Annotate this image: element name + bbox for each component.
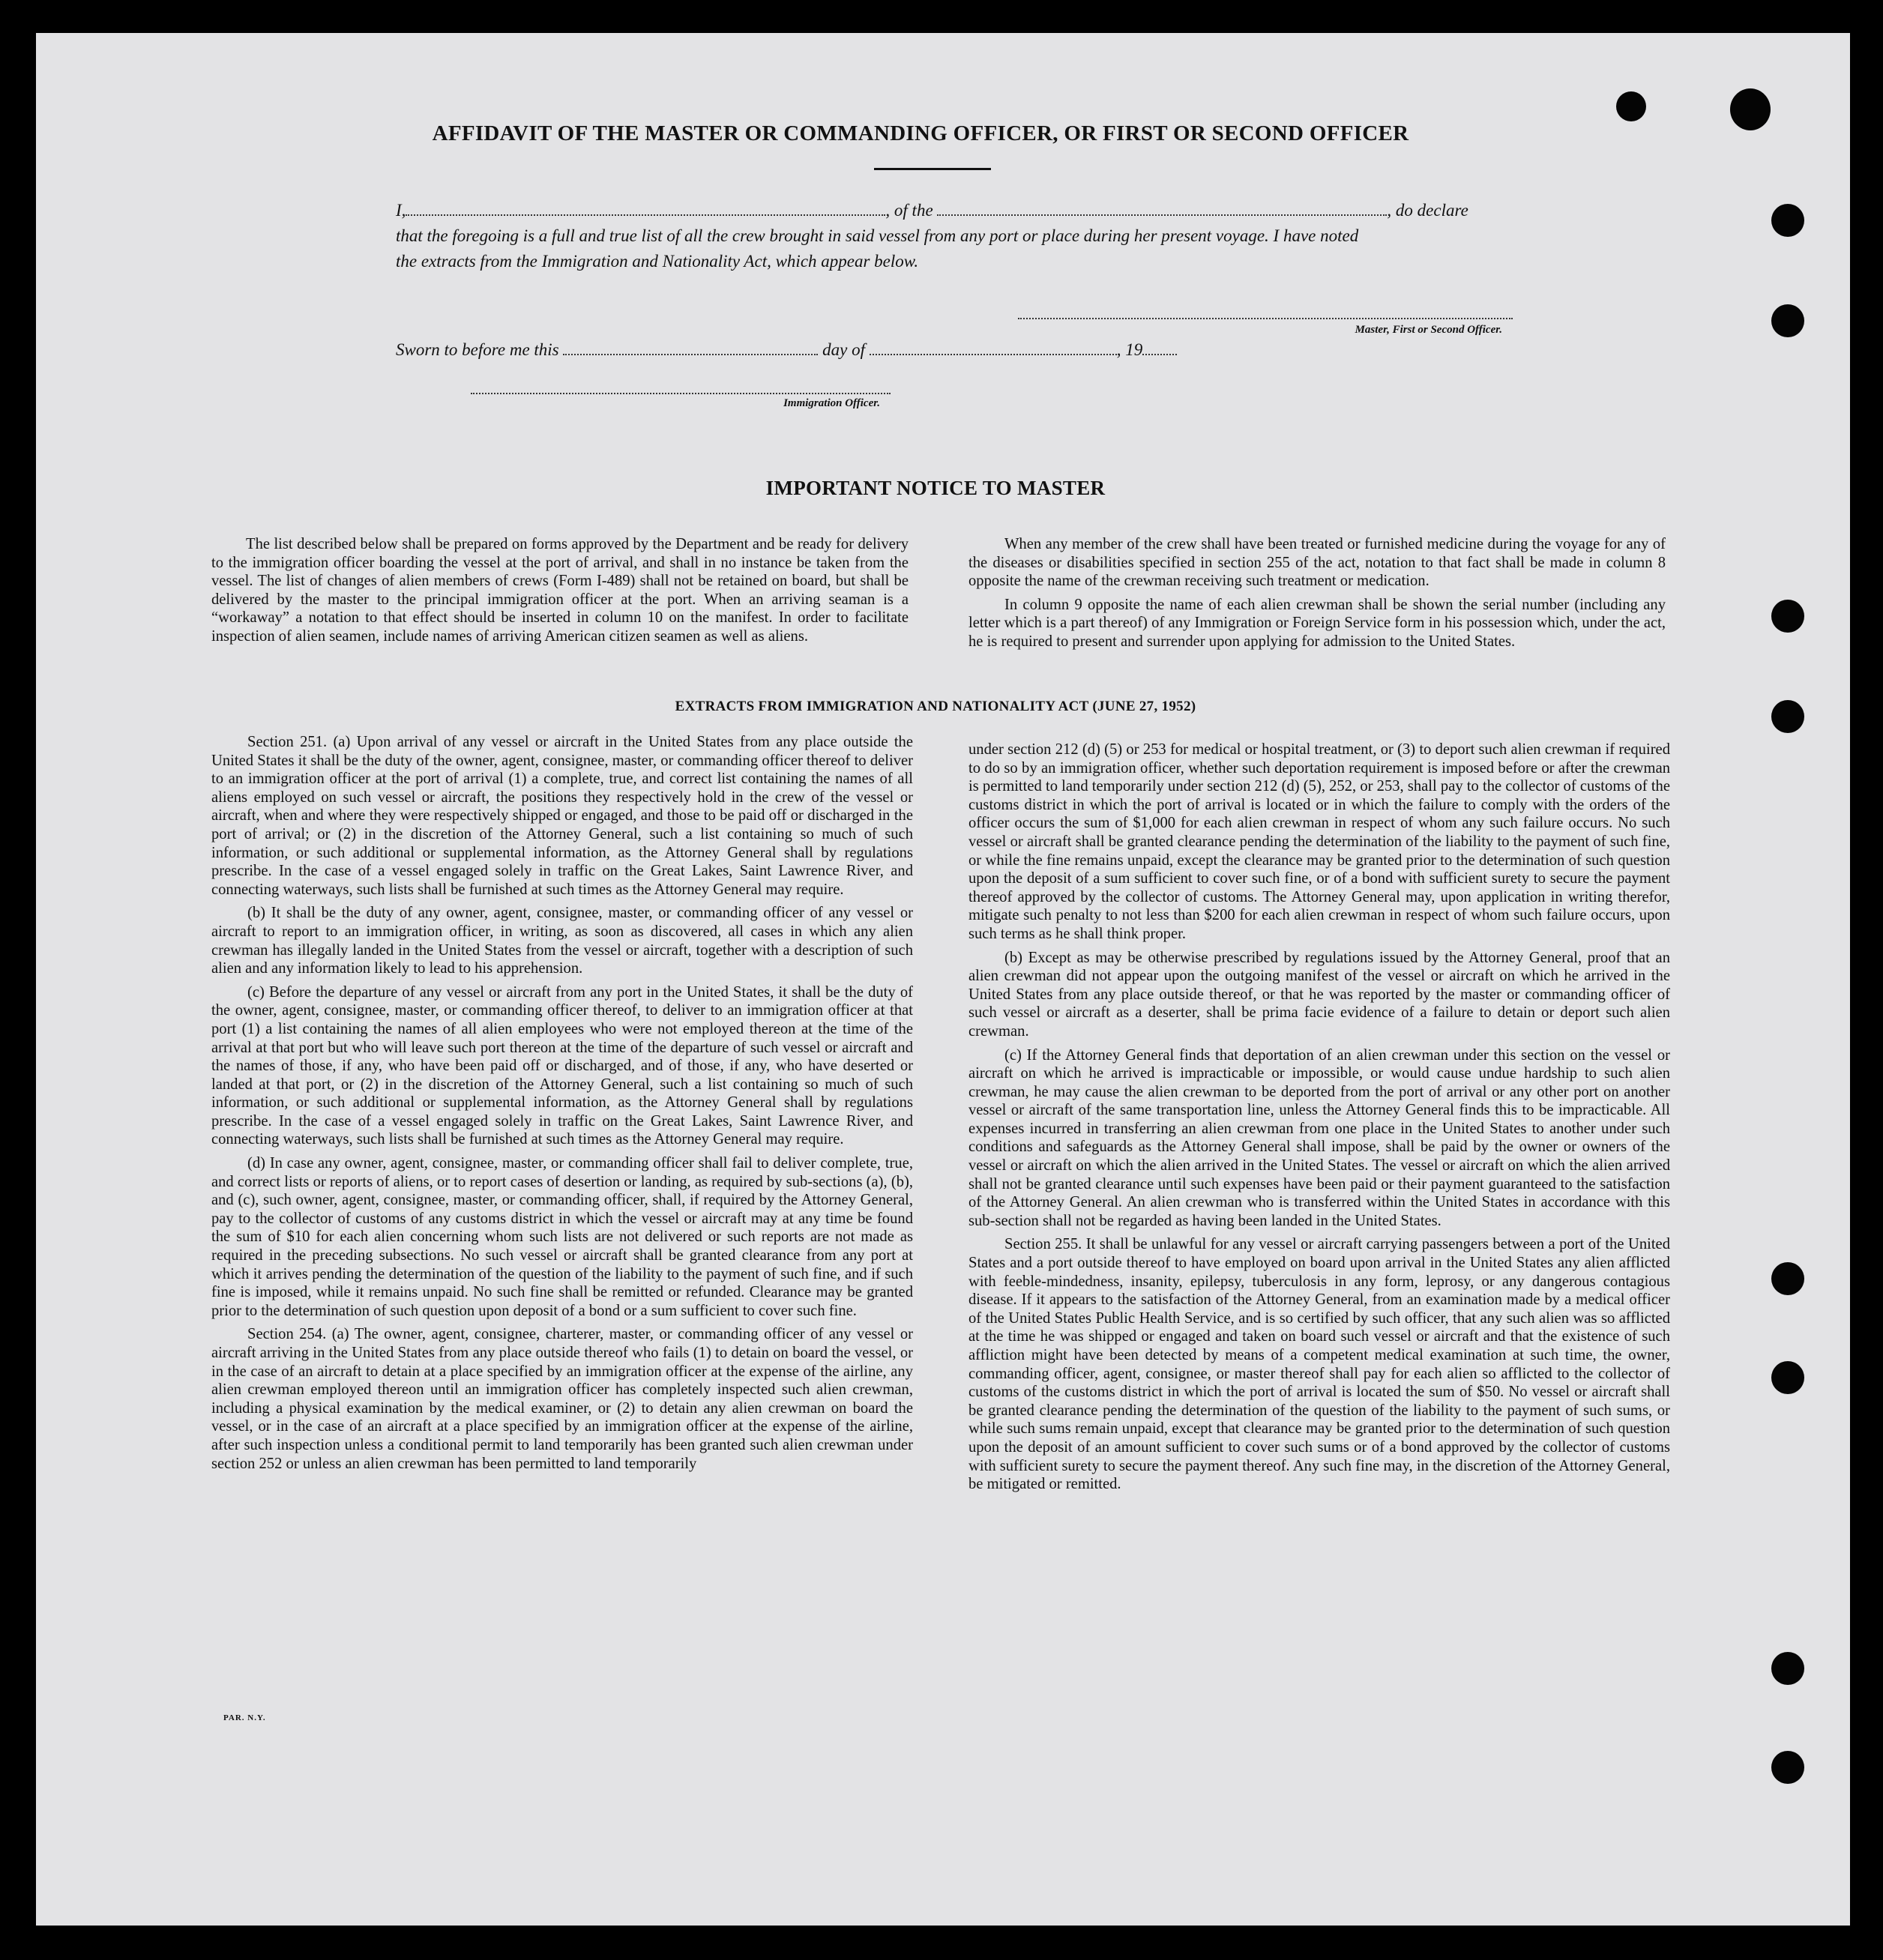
master-caption: Master, First or Second Officer. xyxy=(1355,324,1502,336)
punch-hole xyxy=(1616,91,1646,121)
vessel-field[interactable] xyxy=(937,201,1387,216)
notice-paragraph: When any member of the crew shall have been treated or furnished medicine during the voyage for any of the diseases or disabilities specified in section 255 of the act, notation to that fact shall be made in column 8 opposite the name of the crewman receiving such treatment or medication. xyxy=(968,536,1666,590)
punch-hole xyxy=(1771,1361,1804,1394)
label-do-declare: , do declare xyxy=(1387,201,1468,220)
extracts-left-column xyxy=(211,733,913,1478)
extract-paragraph: (d) In case any owner, agent, consignee, master, or commanding officer shall fail to deliver complete, true, and correct lists or reports of aliens, or to report cases of desertion or landing, as required by sub-sections (a), (b), and (c), such owner, agent, consignee, master, or commanding officer, shall, if required by the Attorney General, pay to the collector of customs of any customs district in which the vessel or aircraft may at any time be found the sum of $10 for each alien concerning whom such lists are not delivered or such reports are not made as required in the preceding subsections. No such vessel or aircraft shall be granted clearance from any port at which it arrives pending the determination of the question of the liability to the payment of such fine, and if such fine is imposed, while it remains unpaid. No such fine shall be remitted or refunded. Clearance may be granted prior to the determination of such question upon deposit of a bond or a sum sufficient to cover such fine. xyxy=(211,1155,913,1319)
title-rule xyxy=(874,168,991,170)
extract-paragraph: Section 254. (a) The owner, agent, consignee, charterer, master, or commanding officer of any vessel or aircraft arriving in the United States from any place outside thereof who fails (1) to detain on board the vessel, or in the case of an aircraft to detain at a place specified by an immigration officer at the expense of the airline, any alien crewman employed thereon until an immigration officer has completely inspected such alien crewman, including a physical examination by the medical examiner, or (2) to detain any alien crewman on board the vessel, or in the case of an aircraft at a place specified by an immigration officer at the expense of the airline, after such inspection unless a conditional permit to land temporarily has been granted such alien crewman under section 252 or unless an alien crewman has been permitted to land temporarily xyxy=(211,1326,913,1472)
punch-hole xyxy=(1771,204,1804,237)
notice-paragraph: The list described below shall be prepared on forms approved by the Department and be ready for delivery to the immigration officer boarding the vessel at the port of arrival, and shall in no instance be taken from the vessel. The list of changes of alien members of crews (Form I-489) shall not be retained on board, but shall be delivered by the master to the principal immigration officer at the port. When an arriving seaman is a “workaway” a notation to that effect should be inserted in column 10 on the manifest. In order to facilitate inspection of alien seamen, include names of arriving American citizen seamen as well as aliens. xyxy=(211,536,909,645)
sworn-month-field[interactable] xyxy=(870,340,1117,355)
name-field[interactable] xyxy=(406,201,885,216)
notice-left-column xyxy=(211,535,909,651)
punch-hole xyxy=(1771,1262,1804,1295)
punch-hole xyxy=(1771,700,1804,733)
notice-right-column xyxy=(968,535,1666,657)
declaration-line-3: the extracts from the Immigration and Nationality Act, which appear below. xyxy=(396,252,919,271)
label-of-the: , of the xyxy=(885,201,933,220)
extract-paragraph: (b) It shall be the duty of any owner, agent, consignee, master, or commanding officer of any vessel or aircraft to report to an immigration officer, in writing, as soon as discovered, all cases in which any alien crewman has illegally landed in the United States from the vessel or aircraft, together with a description of such alien and any information likely to lead to his apprehension. xyxy=(211,905,913,977)
officer-caption: Immigration Officer. xyxy=(783,397,880,409)
year-label: , 19 xyxy=(1116,340,1143,359)
punch-hole xyxy=(1771,600,1804,633)
extracts-title: EXTRACTS FROM IMMIGRATION AND NATIONALITY ACT (JUNE 27, 1952) xyxy=(675,699,1196,714)
extracts-right-column xyxy=(968,741,1670,1499)
punch-hole xyxy=(1771,1751,1804,1784)
extract-paragraph: (b) Except as may be otherwise prescribed by regulations issued by the Attorney General, proof that an alien crewman did not appear upon the outgoing manifest of the vessel or aircraft on which he arrived in the United States from any place outside thereof, or that he was reported by the master or commanding officer of such vessel or aircraft as a deserter, shall be prima facie evidence of a failure to detain or deport such alien crewman. xyxy=(968,949,1670,1040)
sworn-label: Sworn to before me this xyxy=(396,340,559,359)
extract-paragraph: (c) If the Attorney General finds that deportation of an alien crewman under this section on the vessel or aircraft on which he arrived is impracticable or impossible, or would cause undue hardship to such alien crewman, he may cause the alien crewman to be deported from the port of arrival or any other port on another vessel or aircraft of the same transportation line, unless the Attorney General finds this to be impracticable. All expenses incurred in transferring an alien crewman from one place in the United States to another under such conditions and safeguards as the Attorney General shall impose, shall be paid by the owner or owners of the vessel or aircraft on which the alien arrived in the United States. The vessel or aircraft on which the alien arrived shall not be granted clearance until such expenses have been paid or their payment guaranteed to the satisfaction of the Attorney General. An alien crewman who is transferred within the United States in accordance with this sub-section shall not be regarded as having been landed in the United States. xyxy=(968,1046,1670,1229)
punch-hole xyxy=(1730,88,1771,130)
document-page xyxy=(36,33,1850,1926)
punch-hole xyxy=(1771,304,1804,337)
extract-paragraph: under section 212 (d) (5) or 253 for medical or hospital treatment, or (3) to deport such alien crewman if required to do so by an immigration officer, whether such deportation requirement is imposed before or after the crewman is permitted to land temporarily under section 212 (d) (5), 252, or 253, shall pay to the collector of customs of the customs district in which the port of arrival is located or in which the failure to comply with the orders of the officer occurs the sum of $1,000 for each alien crewman in respect of whom any such failure occurs. No such vessel or aircraft shall be granted clearance pending the determination of the liability to the payment of such fine, or while the fine remains unpaid, except the clearance may be granted prior to the determination of such question upon the deposit of a sum sufficient to cover such fine, or of a bond with sufficient surety to secure the payment thereof approved by the collector of customs. The Attorney General may, upon application in writing therefor, mitigate such penalty to not less than $200 for each alien crewman in respect of whom such failure occurs, upon such terms as he shall think proper. xyxy=(968,741,1670,942)
master-signature-line[interactable] xyxy=(1018,318,1513,319)
sworn-day-field[interactable] xyxy=(563,340,818,355)
affidavit-title: AFFIDAVIT OF THE MASTER OR COMMANDING OFFICER, OR FIRST OR SECOND OFFICER xyxy=(432,121,1409,145)
printer-code: PAR. N.Y. xyxy=(223,1713,266,1722)
sworn-year-field[interactable] xyxy=(1142,340,1177,355)
label-i: I, xyxy=(396,201,406,220)
extract-paragraph: Section 251. (a) Upon arrival of any vessel or aircraft in the United States from any place outside the United States it shall be the duty of the owner, agent, consignee, master, or commanding officer thereof to deliver to an immigration officer at the port of arrival (1) a complete, true, and correct list containing the names of all aliens employed on such vessel or aircraft, the positions they respectively hold in the crew of the vessel or aircraft, when and where they were respectively shipped or engaged, and those to be paid off or discharged in the port of arrival; or (2) in the discretion of the Attorney General, such a list containing so much of such information, or such additional or supplemental information, as the Attorney General shall by regulations prescribe. In the case of a vessel engaged solely in traffic on the Great Lakes, Saint Lawrence River, and connecting waterways, such lists shall be furnished at such times as the Attorney General may require. xyxy=(211,734,913,898)
declaration-line-1 xyxy=(396,201,1550,220)
extract-paragraph: (c) Before the departure of any vessel or aircraft from any port in the United States, it shall be the duty of the owner, agent, consignee, master, or commanding officer thereof, to deliver to an immigration officer at that port (1) a list containing the names of all alien employees who were not employed thereon at the time of the arrival at that port but who will leave such port thereon at the time of the departure of such vessel or aircraft and the names of those, if any, who have been paid off or discharged, and of those, if any, who have deserted or landed at that port, or (2) in the discretion of the Attorney General, such a list containing so much of such information, or such additional or supplemental information, as the Attorney General shall by regulations prescribe. In the case of a vessel engaged solely in traffic on the Great Lakes, Saint Lawrence River, and connecting waterways, such lists shall be furnished at such times as the Attorney General may require. xyxy=(211,983,913,1148)
punch-hole xyxy=(1771,1652,1804,1685)
notice-title: IMPORTANT NOTICE TO MASTER xyxy=(765,477,1106,499)
declaration-line-2: that the foregoing is a full and true list of all the crew brought in said vessel from any port or place during her present voyage. I have noted xyxy=(396,226,1359,245)
officer-signature-line[interactable] xyxy=(471,393,891,394)
notice-paragraph: In column 9 opposite the name of each alien crewman shall be shown the serial number (including any letter which is a part thereof) of any Immigration or Foreign Service form in his possession which, under the act, he is required to present and surrender upon applying for admission to the United States. xyxy=(968,596,1666,650)
sworn-line xyxy=(396,340,1295,360)
day-of-label: day of xyxy=(822,340,865,359)
extract-paragraph: Section 255. It shall be unlawful for any vessel or aircraft carrying passengers between a port of the United States and a port outside thereof to have employed on board upon arrival in the United States any alien afflicted with feeble-mindedness, insanity, epilepsy, tuberculosis in any form, leprosy, or any dangerous contagious disease. If it appears to the satisfaction of the Attorney General, from an examination made by a medical officer of the United States Public Health Service, and is so certified by such officer, that any such alien was so afflicted at the time he was shipped or engaged and taken on board such vessel or aircraft and that the existence of such affliction might have been detected by means of a competent medical examination at such time, the owner, commanding officer, agent, consignee, or master thereof shall pay for each alien so afflicted to the collector of customs of the customs district in which the port of arrival is located the sum of $50. No vessel or aircraft shall be granted clearance pending the determination of the question of the liability to the payment of such sums, or while such sums remain unpaid, except that clearance may be granted prior to the determination of such question upon the deposit of an amount sufficient to cover such sums or of a bond approved by the collector of customs with sufficient surety to secure the payment thereof. Any such fine may, in the discretion of the Attorney General, be mitigated or remitted. xyxy=(968,1236,1670,1493)
